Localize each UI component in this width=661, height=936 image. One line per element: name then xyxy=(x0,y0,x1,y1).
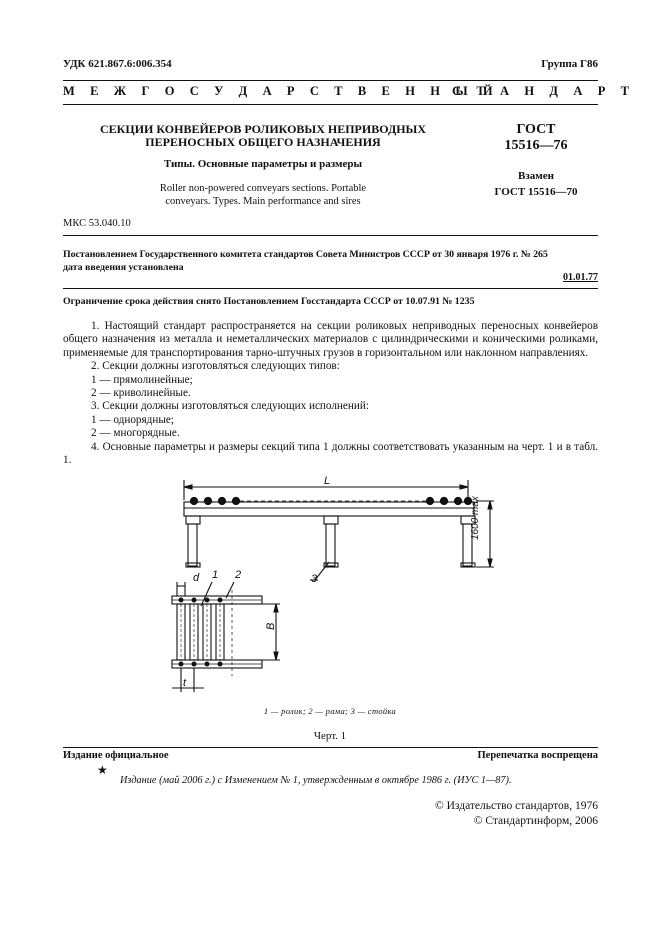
figure-label-1: 1 xyxy=(212,569,219,581)
udk-code: УДК 621.867.6:006.354 xyxy=(63,58,172,70)
title-ru-line2: ПЕРЕНОСНЫХ ОБЩЕГО НАЗНАЧЕНИЯ xyxy=(145,135,381,149)
paragraph-4: 4. Основные параметры и размеры секций типа 1 должны соответствовать указанным на черт. 1 и в табл. 1. xyxy=(63,440,598,467)
edition-note: Издание (май 2006 г.) с Изменением № 1, утвержденным в октябре 1986 г. (ИУС 1—87). xyxy=(120,775,512,786)
paragraph-1: 1. Настоящий стандарт распространяется на секции роликовых неприводных переносных конвейеров общего назначения из металла и неметаллических материалов с цилиндрическими и коническими роликами, применяемые для транспортирования тарно-штучных грузов в горизонтальном или наклонном направлениях. xyxy=(63,320,598,359)
figure-caption: Черт. 1 xyxy=(313,730,347,742)
paragraph-2: 2. Секции должны изготовляться следующих типов: xyxy=(91,360,340,373)
group-code: Группа Г86 xyxy=(541,58,598,70)
header-rule-top xyxy=(63,80,598,81)
copyright-line2: © Стандартинформ, 2006 xyxy=(473,815,598,827)
decree-date: 01.01.77 xyxy=(563,272,598,283)
figure-label-d: d xyxy=(193,572,200,584)
reprint-forbidden: Перепечатка воспрещена xyxy=(477,750,598,761)
figure-label-2: 2 xyxy=(235,569,242,581)
title-rule xyxy=(63,235,598,236)
mks-code: МКС 53.040.10 xyxy=(63,218,131,229)
decree-rule xyxy=(63,288,598,289)
title-en-line1: Roller non-powered conveyars sections. Portable xyxy=(159,183,367,194)
figure-label-t: t xyxy=(183,677,187,689)
header-rule-bottom xyxy=(63,104,598,105)
figure-label-L: L xyxy=(324,475,331,487)
plan-view xyxy=(172,590,262,676)
figure-label-3: 3 xyxy=(311,573,318,585)
official-edition: Издание официальное xyxy=(63,750,169,761)
standard-banner-left: М Е Ж Г О С У Д А Р С Т В Е Н Н Ы Й xyxy=(63,84,499,98)
paragraph-2-item-1: 1 — прямолинейные; xyxy=(91,373,193,386)
leg-left xyxy=(186,516,200,567)
gost-number: 15516—76 xyxy=(504,138,568,153)
paragraph-2-item-2: 2 — криволинейные. xyxy=(91,387,191,400)
figure-label-height: 1600 max xyxy=(470,496,481,540)
copyright-line1: © Издательство стандартов, 1976 xyxy=(434,800,598,812)
gost-label: ГОСТ xyxy=(516,122,556,137)
decree-line2: дата введения установлена xyxy=(63,262,184,273)
rollers-right-group xyxy=(426,497,471,504)
figure-label-B: B xyxy=(265,622,277,630)
footer-rule xyxy=(63,747,598,748)
restriction-note: Ограничение срока действия снято Постановлением Госстандарта СССР от 10.07.91 № 1235 xyxy=(63,296,475,307)
paragraph-3-item-2: 2 — многорядные. xyxy=(91,427,180,440)
star-mark: ★ xyxy=(97,763,108,777)
rollers-left-group xyxy=(190,497,239,504)
decree-line1: Постановлением Государственного комитета стандартов Совета Министров СССР от 30 января 1976 г. № 265 xyxy=(63,249,548,260)
paragraph-3-item-1: 1 — однорядные; xyxy=(91,413,174,426)
replaces-label: Взамен xyxy=(518,170,554,182)
title-en-line2: conveyars. Types. Main performance and sires xyxy=(165,196,361,207)
figure-legend: 1 — ролик; 2 — рама; 3 — стойка xyxy=(263,706,397,716)
paragraph-3: 3. Секции должны изготовляться следующих исполнений: xyxy=(91,400,369,413)
body-text xyxy=(63,320,598,467)
leg-middle xyxy=(324,516,338,567)
standard-banner-right: С Т А Н Д А Р Т xyxy=(452,84,636,98)
subtitle-ru: Типы. Основные параметры и размеры xyxy=(163,158,363,170)
title-ru-line1: СЕКЦИИ КОНВЕЙЕРОВ РОЛИКОВЫХ НЕПРИВОДНЫХ xyxy=(100,122,426,136)
replaces-number: ГОСТ 15516—70 xyxy=(494,186,578,198)
